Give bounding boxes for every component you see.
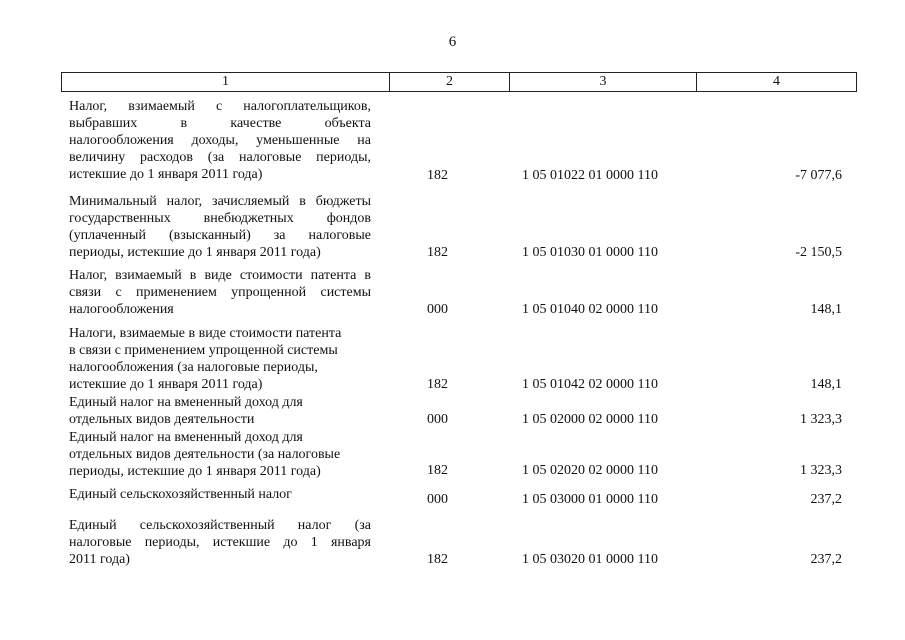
description-line: (уплаченный (взысканный) за налоговые — [69, 228, 371, 243]
budget-classification-code: 1 05 01042 02 0000 110 — [522, 377, 658, 392]
description-line: истекшие до 1 января 2011 года) — [69, 167, 263, 182]
amount-value: 237,2 — [810, 492, 842, 507]
description-line: Единый сельскохозяйственный налог (за — [69, 518, 371, 533]
description-line: Налог, взимаемый с налогоплательщиков, — [69, 99, 371, 114]
description-line: в связи с применением упрощенной системы — [69, 343, 338, 358]
header-col-1: 1 — [62, 73, 390, 91]
row-description — [69, 325, 371, 393]
description-line: налогообложения (за налоговые периоды, — [69, 360, 318, 375]
row-description — [69, 193, 371, 261]
header-col-4: 4 — [773, 74, 780, 89]
admin-code: 000 — [427, 412, 448, 427]
description-line: величину расходов (за налоговые периоды, — [69, 150, 371, 165]
row-description — [69, 486, 371, 503]
description-line: Налоги, взимаемые в виде стоимости патента — [69, 326, 342, 341]
row-description — [69, 429, 371, 480]
amount-value: 148,1 — [810, 302, 842, 317]
description-line: Единый налог на вмененный доход для — [69, 395, 303, 410]
description-line: налогообложения — [69, 302, 174, 317]
budget-classification-code: 1 05 02020 02 0000 110 — [522, 463, 658, 478]
row-description — [69, 267, 371, 318]
description-line: 2011 года) — [69, 552, 130, 567]
table-header-row — [61, 72, 857, 92]
amount-value: 237,2 — [810, 552, 842, 567]
amount-value: 1 323,3 — [800, 463, 842, 478]
row-description — [69, 394, 371, 428]
amount-value: -2 150,5 — [795, 245, 842, 260]
header-col-2: 2 — [390, 73, 510, 91]
admin-code: 182 — [427, 377, 448, 392]
description-line: государственных внебюджетных фондов — [69, 211, 371, 226]
description-line: отдельных видов деятельности — [69, 412, 255, 427]
amount-value: 1 323,3 — [800, 412, 842, 427]
description-line: налогообложения доходы, уменьшенные на — [69, 133, 371, 148]
budget-classification-code: 1 05 01022 01 0000 110 — [522, 168, 658, 183]
admin-code: 182 — [427, 463, 448, 478]
header-col-3: 3 — [510, 73, 697, 91]
budget-classification-code: 1 05 02000 02 0000 110 — [522, 412, 658, 427]
amount-value: -7 077,6 — [795, 168, 842, 183]
budget-classification-code: 1 05 03000 01 0000 110 — [522, 492, 658, 507]
admin-code: 182 — [427, 168, 448, 183]
budget-classification-code: 1 05 01030 01 0000 110 — [522, 245, 658, 260]
description-line: выбравших в качестве объекта — [69, 116, 371, 131]
description-line: отдельных видов деятельности (за налоговые — [69, 447, 341, 462]
admin-code: 182 — [427, 552, 448, 567]
description-line: Единый сельскохозяйственный налог — [69, 487, 292, 502]
budget-classification-code: 1 05 03020 01 0000 110 — [522, 552, 658, 567]
description-line: Налог, взимаемый в виде стоимости патента в — [69, 268, 371, 283]
admin-code: 182 — [427, 245, 448, 260]
description-line: связи с применением упрощенной системы — [69, 285, 371, 300]
admin-code: 000 — [427, 302, 448, 317]
row-description — [69, 98, 371, 183]
description-line: периоды, истекшие до 1 января 2011 года) — [69, 464, 321, 479]
description-line: Минимальный налог, зачисляемый в бюджеты — [69, 194, 371, 209]
admin-code: 000 — [427, 492, 448, 507]
description-line: периоды, истекшие до 1 января 2011 года) — [69, 245, 321, 260]
page-number: 6 — [448, 34, 457, 50]
row-description — [69, 517, 371, 568]
amount-value: 148,1 — [810, 377, 842, 392]
description-line: налоговые периоды, истекшие до 1 января — [69, 535, 371, 550]
budget-classification-code: 1 05 01040 02 0000 110 — [522, 302, 658, 317]
description-line: истекшие до 1 января 2011 года) — [69, 377, 263, 392]
description-line: Единый налог на вмененный доход для — [69, 430, 303, 445]
